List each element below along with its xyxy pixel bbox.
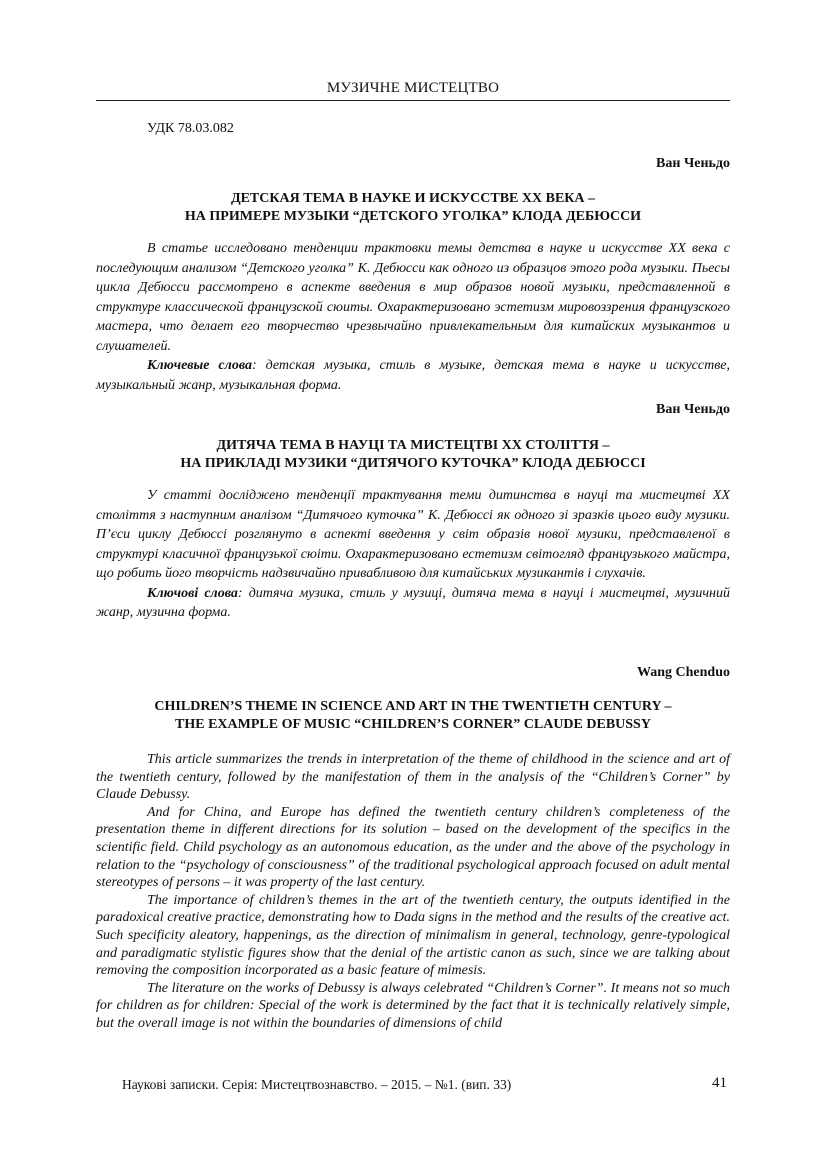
author-name-ru: Ван Ченьдо — [656, 156, 730, 171]
title-line: ДИТЯЧА ТЕМА В НАУЦІ ТА МИСТЕЦТВІ ХХ СТОЛІТТЯ – — [216, 438, 610, 453]
keywords — [96, 356, 730, 395]
abstract-text: У статті досліджено тенденції трактування теми дитинства в науці та мистецтві ХХ століття з наступним аналізом “Дитячого куточка” К. Дебюссі як одного зі зразків цього виду музики. П’єси циклу Дебюссі розглянуто в аспекті введення у світ образів нової музики, представленої в структурі класичної французької сюіти. Охарактеризовано естетизм світогляд французького майстра, що робить його творчість надзвичайно привабливою для китайських музикантів і слухачів. — [96, 488, 730, 581]
body-paragraph: And for China, and Europe has defined the twentieth century children’s completeness of the presentation theme in different directions for its solution – based on the development of the specifics in the scientific field. Child psychology as an autonomous education, as the under and the above of the psychology in relation to the “psychology of consciousness” of the traditional psychological approach focused on adult mental stereotypes of persons – it was property of the last century. — [96, 804, 730, 891]
header-rule — [96, 100, 730, 101]
article-body-en — [96, 751, 730, 1033]
article-title-en — [96, 698, 730, 734]
abstract-text: В статье исследовано тенденции трактовки темы детства в науке и искусстве ХХ века с последующим анализом “Детского уголка” К. Дебюсси как одного из образцов этого рода музыки. Пьесы цикла Дебюсси рассмотрено в аспекте введения в мир образов новой музыки, представленной в структуре классической французской сюиты. Охарактеризовано эстетизм мировоззрения французского мастера, что делает его творчество чрезвычайно привлекательным для китайских музыкантов и слушателей. — [96, 241, 730, 354]
abstract-uk — [96, 486, 730, 623]
keywords-label: Ключові слова — [147, 585, 238, 601]
article-title-uk — [96, 437, 730, 473]
abstract-ru — [96, 239, 730, 395]
keywords-label: Ключевые слова — [147, 358, 252, 373]
keywords-text: : дитяча музика, стиль у музиці, дитяча тема в науці і мистецтві, музичний жанр, музична форма. — [96, 585, 731, 620]
body-paragraph: The importance of children’s themes in the art of the twentieth century, the outputs identified in the paradoxical creative practice, demonstrating how to Dada signs in the method and the results of the creative act. Such specificity aleatory, happenings, as the direction of minimalism in general, technology, genre-typological and paradigmatic stylistic figures show that the denial of the artistic canon as such, since we are talking about removing the composition incorporated as a basic feature of mimesis. — [96, 892, 730, 979]
page-number: 41 — [712, 1075, 727, 1091]
author-name-uk: Ван Ченьдо — [656, 402, 730, 417]
footer-citation: Наукові записки. Серія: Мистецтвознавство. – 2015. – №1. (вип. 33) — [122, 1077, 512, 1092]
title-line: НА ПРИКЛАДІ МУЗИКИ “ДИТЯЧОГО КУТОЧКА” КЛОДА ДЕБЮССІ — [180, 456, 646, 471]
body-paragraph: The literature on the works of Debussy is always celebrated “Children’s Corner”. It means not so much for children as for children: Special of the work is determined by the fact that it is technically relatively simple, but the overall image is not within the boundaries of dimensions of child — [96, 980, 730, 1031]
keywords — [96, 584, 730, 623]
article-title-ru — [96, 190, 730, 226]
running-head: МУЗИЧНЕ МИСТЕЦТВО — [326, 80, 500, 96]
title-line: CHILDREN’S THEME IN SCIENCE AND ART IN THE TWENTIETH CENTURY – — [154, 699, 672, 714]
title-line: НА ПРИМЕРЕ МУЗЫКИ “ДЕТСКОГО УГОЛКА” КЛОДА ДЕБЮССИ — [184, 209, 642, 224]
udk-code: УДК 78.03.082 — [147, 121, 234, 136]
title-line: ДЕТСКАЯ ТЕМА В НАУКЕ И ИСКУССТВЕ ХХ ВЕКА – — [230, 191, 596, 206]
title-line: THE EXAMPLE OF MUSIC “CHILDREN’S CORNER” CLAUDE DEBUSSY — [175, 717, 651, 732]
author-name-en: Wang Chenduo — [637, 665, 730, 680]
keywords-text: : детская музыка, стиль в музыке, детская тема в науке и искусстве, музыкальный жанр, музыкальная форма. — [96, 358, 730, 393]
body-paragraph: This article summarizes the trends in interpretation of the theme of childhood in the science and art of the twentieth century, followed by the manifestation of them in the analysis of the “Children’s Corner” by Claude Debussy. — [96, 752, 730, 803]
